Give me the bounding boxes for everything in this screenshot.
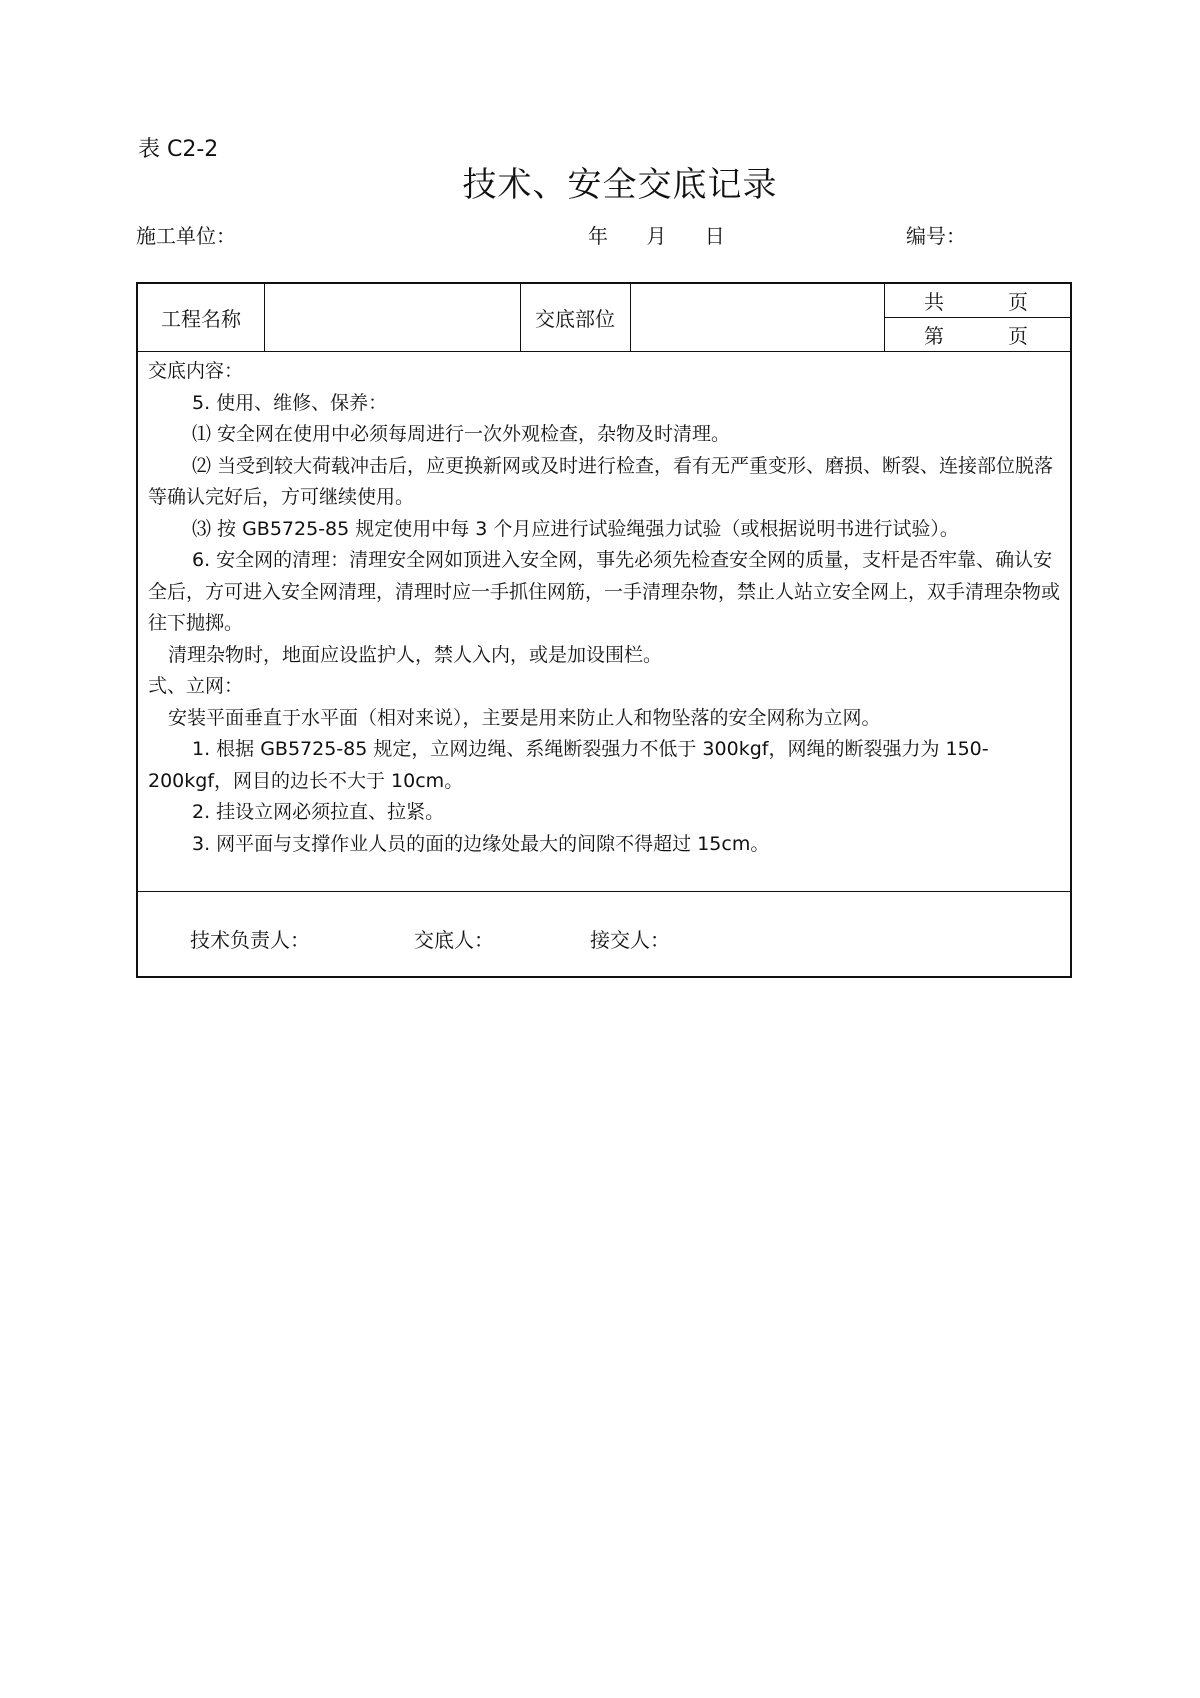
page-number-cell [884, 318, 1070, 351]
project-name-label: 工程名称 [161, 307, 241, 331]
disclosure-position-label: 交底部位 [535, 307, 615, 331]
content-line: 6. 安全网的清理：清理安全网如顶进入安全网，事先必须先检查安全网的质量，支杆是否牢靠、确认安全后，方可进入安全网清理，清理时应一手抓住网筋，一手清理杂物，禁止人站立安全网上，双手清理杂物或往下抛掷。 [148, 549, 1061, 634]
content-line: 安装平面垂直于水平面（相对来说），主要是用来防止人和物坠落的安全网称为立网。 [168, 706, 881, 729]
content-line: 弍、立网： [148, 675, 244, 697]
tech-lead-label: 技术负责人： [190, 928, 310, 952]
date-month-label: 月 [646, 224, 667, 248]
disclosure-form [136, 282, 1072, 978]
content-line: ⑴ 安全网在使用中必须每周进行一次外观检查，杂物及时清理。 [192, 423, 731, 445]
page-number-label: 第 [924, 324, 944, 348]
total-pages-cell [884, 284, 1070, 317]
content-line: ⑵ 当受到较大荷载冲击后，应更换新网或及时进行检查，看有无严重变形、磨损、断裂、连接部位脱落等确认完好后，方可继续使用。 [148, 454, 1054, 508]
disclosure-position-value [630, 284, 884, 351]
receiver-label: 接交人： [590, 928, 670, 952]
total-pages-label: 共 [924, 290, 944, 314]
construction-unit-label: 施工单位： [136, 224, 236, 248]
total-pages-unit: 页 [1008, 290, 1028, 314]
content-line: ⑶ 按 GB5725-85 规定使用中每 3 个月应进行试验绳强力试验（或根据说明书进行试验）。 [192, 517, 959, 540]
page-number-unit: 页 [1008, 324, 1028, 348]
disclosure-content [148, 356, 1060, 860]
content-line: 1. 根据 GB5725-85 规定，立网边绳、系绳断裂强力不低于 300kgf，网绳的断裂强力为 150-200kgf，网目的边长不大于 10cm。 [148, 738, 989, 792]
content-heading: 交底内容： [148, 360, 244, 382]
date-field [588, 220, 757, 249]
form-header-row [138, 284, 1070, 352]
content-line: 5. 使用、维修、保养： [192, 391, 388, 414]
date-year-label: 年 [588, 224, 608, 248]
record-number-label: 编号： [906, 224, 966, 248]
content-line: 3. 网平面与支撑作业人员的面的边缘处最大的间隙不得超过 15cm。 [192, 832, 770, 855]
content-line: 清理杂物时，地面应设监护人，禁人入内，或是加设围栏。 [168, 643, 663, 666]
project-name-value [264, 284, 520, 351]
date-day-label: 日 [704, 224, 725, 248]
content-line: 2. 挂设立网必须拉直、拉紧。 [192, 801, 445, 823]
discloser-label: 交底人： [414, 928, 494, 952]
form-number: 表 C2-2 [138, 137, 219, 162]
divider [138, 891, 1070, 892]
page-title: 技术、安全交底记录 [462, 165, 778, 205]
page-count-box [884, 284, 1070, 351]
